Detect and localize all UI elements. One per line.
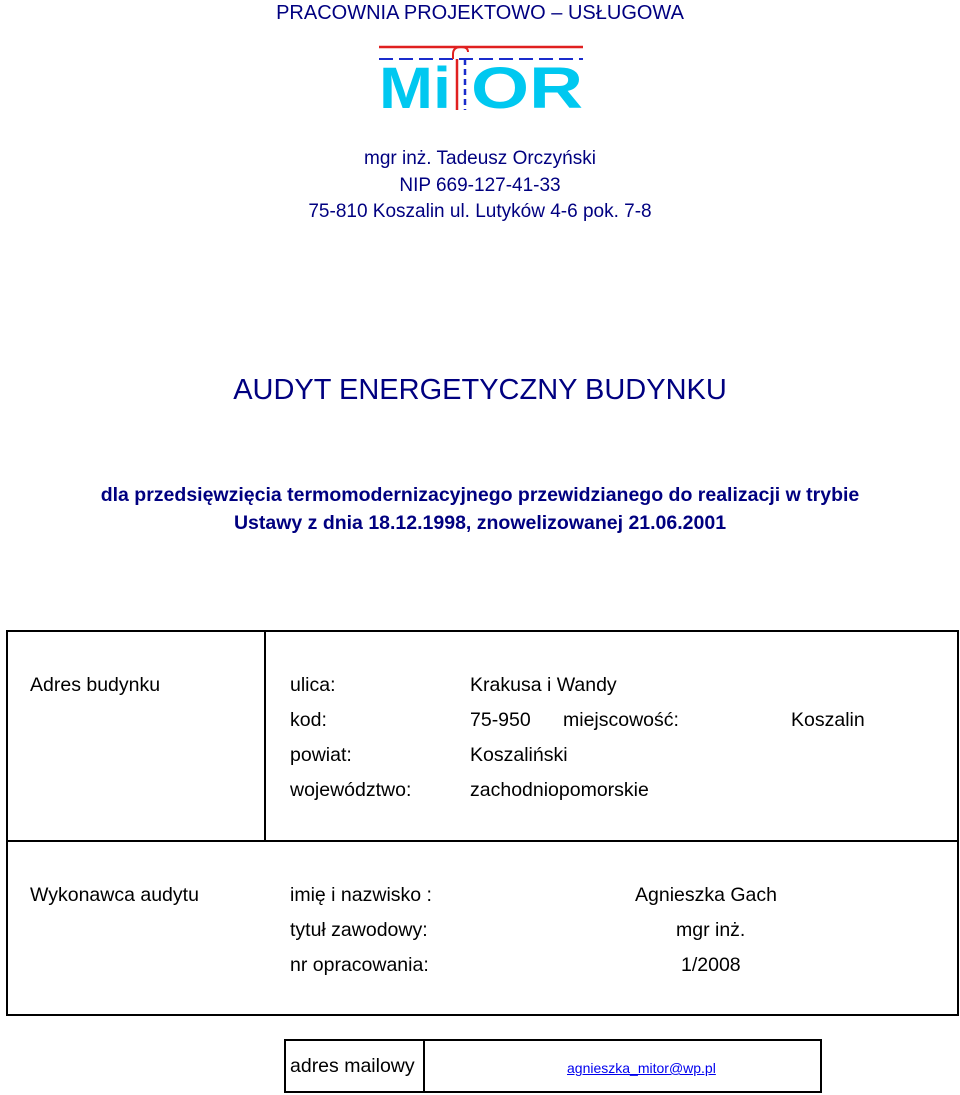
code-value: 75-950 xyxy=(470,709,531,731)
report-number-value: 1/2008 xyxy=(681,954,741,976)
owner-name: mgr inż. Tadeusz Orczyński xyxy=(364,148,596,169)
city-value: Koszalin xyxy=(791,709,865,731)
logo-text-mi: Mi xyxy=(379,56,451,112)
company-address: 75-810 Koszalin ul. Lutyków 4-6 pok. 7-8 xyxy=(308,201,652,222)
address-section xyxy=(6,630,959,842)
email-section xyxy=(284,1039,822,1093)
street-label: ulica: xyxy=(290,674,336,696)
auditor-section-label: Wykonawca audytu xyxy=(30,884,199,906)
email-label: adres mailowy xyxy=(290,1055,415,1077)
subtitle-line-1: dla przedsięwzięcia termomodernizacyjnego przewidzianego do realizacji w trybie xyxy=(100,484,860,506)
mitor-logo xyxy=(375,44,587,112)
voivodeship-value: zachodniopomorskie xyxy=(470,779,649,801)
city-label: miejscowość: xyxy=(563,709,679,731)
auditor-title-value: mgr inż. xyxy=(676,919,746,941)
auditor-section xyxy=(6,840,959,1016)
nip-number: NIP 669-127-41-33 xyxy=(399,175,561,196)
logo-text-or: OR xyxy=(471,56,583,112)
auditor-title-label: tytuł zawodowy: xyxy=(290,919,428,941)
county-label: powiat: xyxy=(290,744,352,766)
subtitle-line-2: Ustawy z dnia 18.12.1998, znowelizowanej 21.06.2001 xyxy=(233,512,727,534)
county-value: Koszaliński xyxy=(470,744,568,766)
email-divider xyxy=(423,1041,425,1091)
auditor-name-value: Agnieszka Gach xyxy=(635,884,777,906)
code-label: kod: xyxy=(290,709,327,731)
document-title: AUDYT ENERGETYCZNY BUDYNKU xyxy=(233,374,727,406)
auditor-name-label: imię i nazwisko : xyxy=(290,884,432,906)
company-name: PRACOWNIA PROJEKTOWO – USŁUGOWA xyxy=(276,2,684,24)
email-link[interactable]: agnieszka_mitor@wp.pl xyxy=(567,1060,716,1076)
address-section-label: Adres budynku xyxy=(30,674,161,696)
address-divider xyxy=(264,632,266,840)
report-number-label: nr opracowania: xyxy=(290,954,429,976)
street-value: Krakusa i Wandy xyxy=(470,674,617,696)
voivodeship-label: województwo: xyxy=(290,779,412,801)
